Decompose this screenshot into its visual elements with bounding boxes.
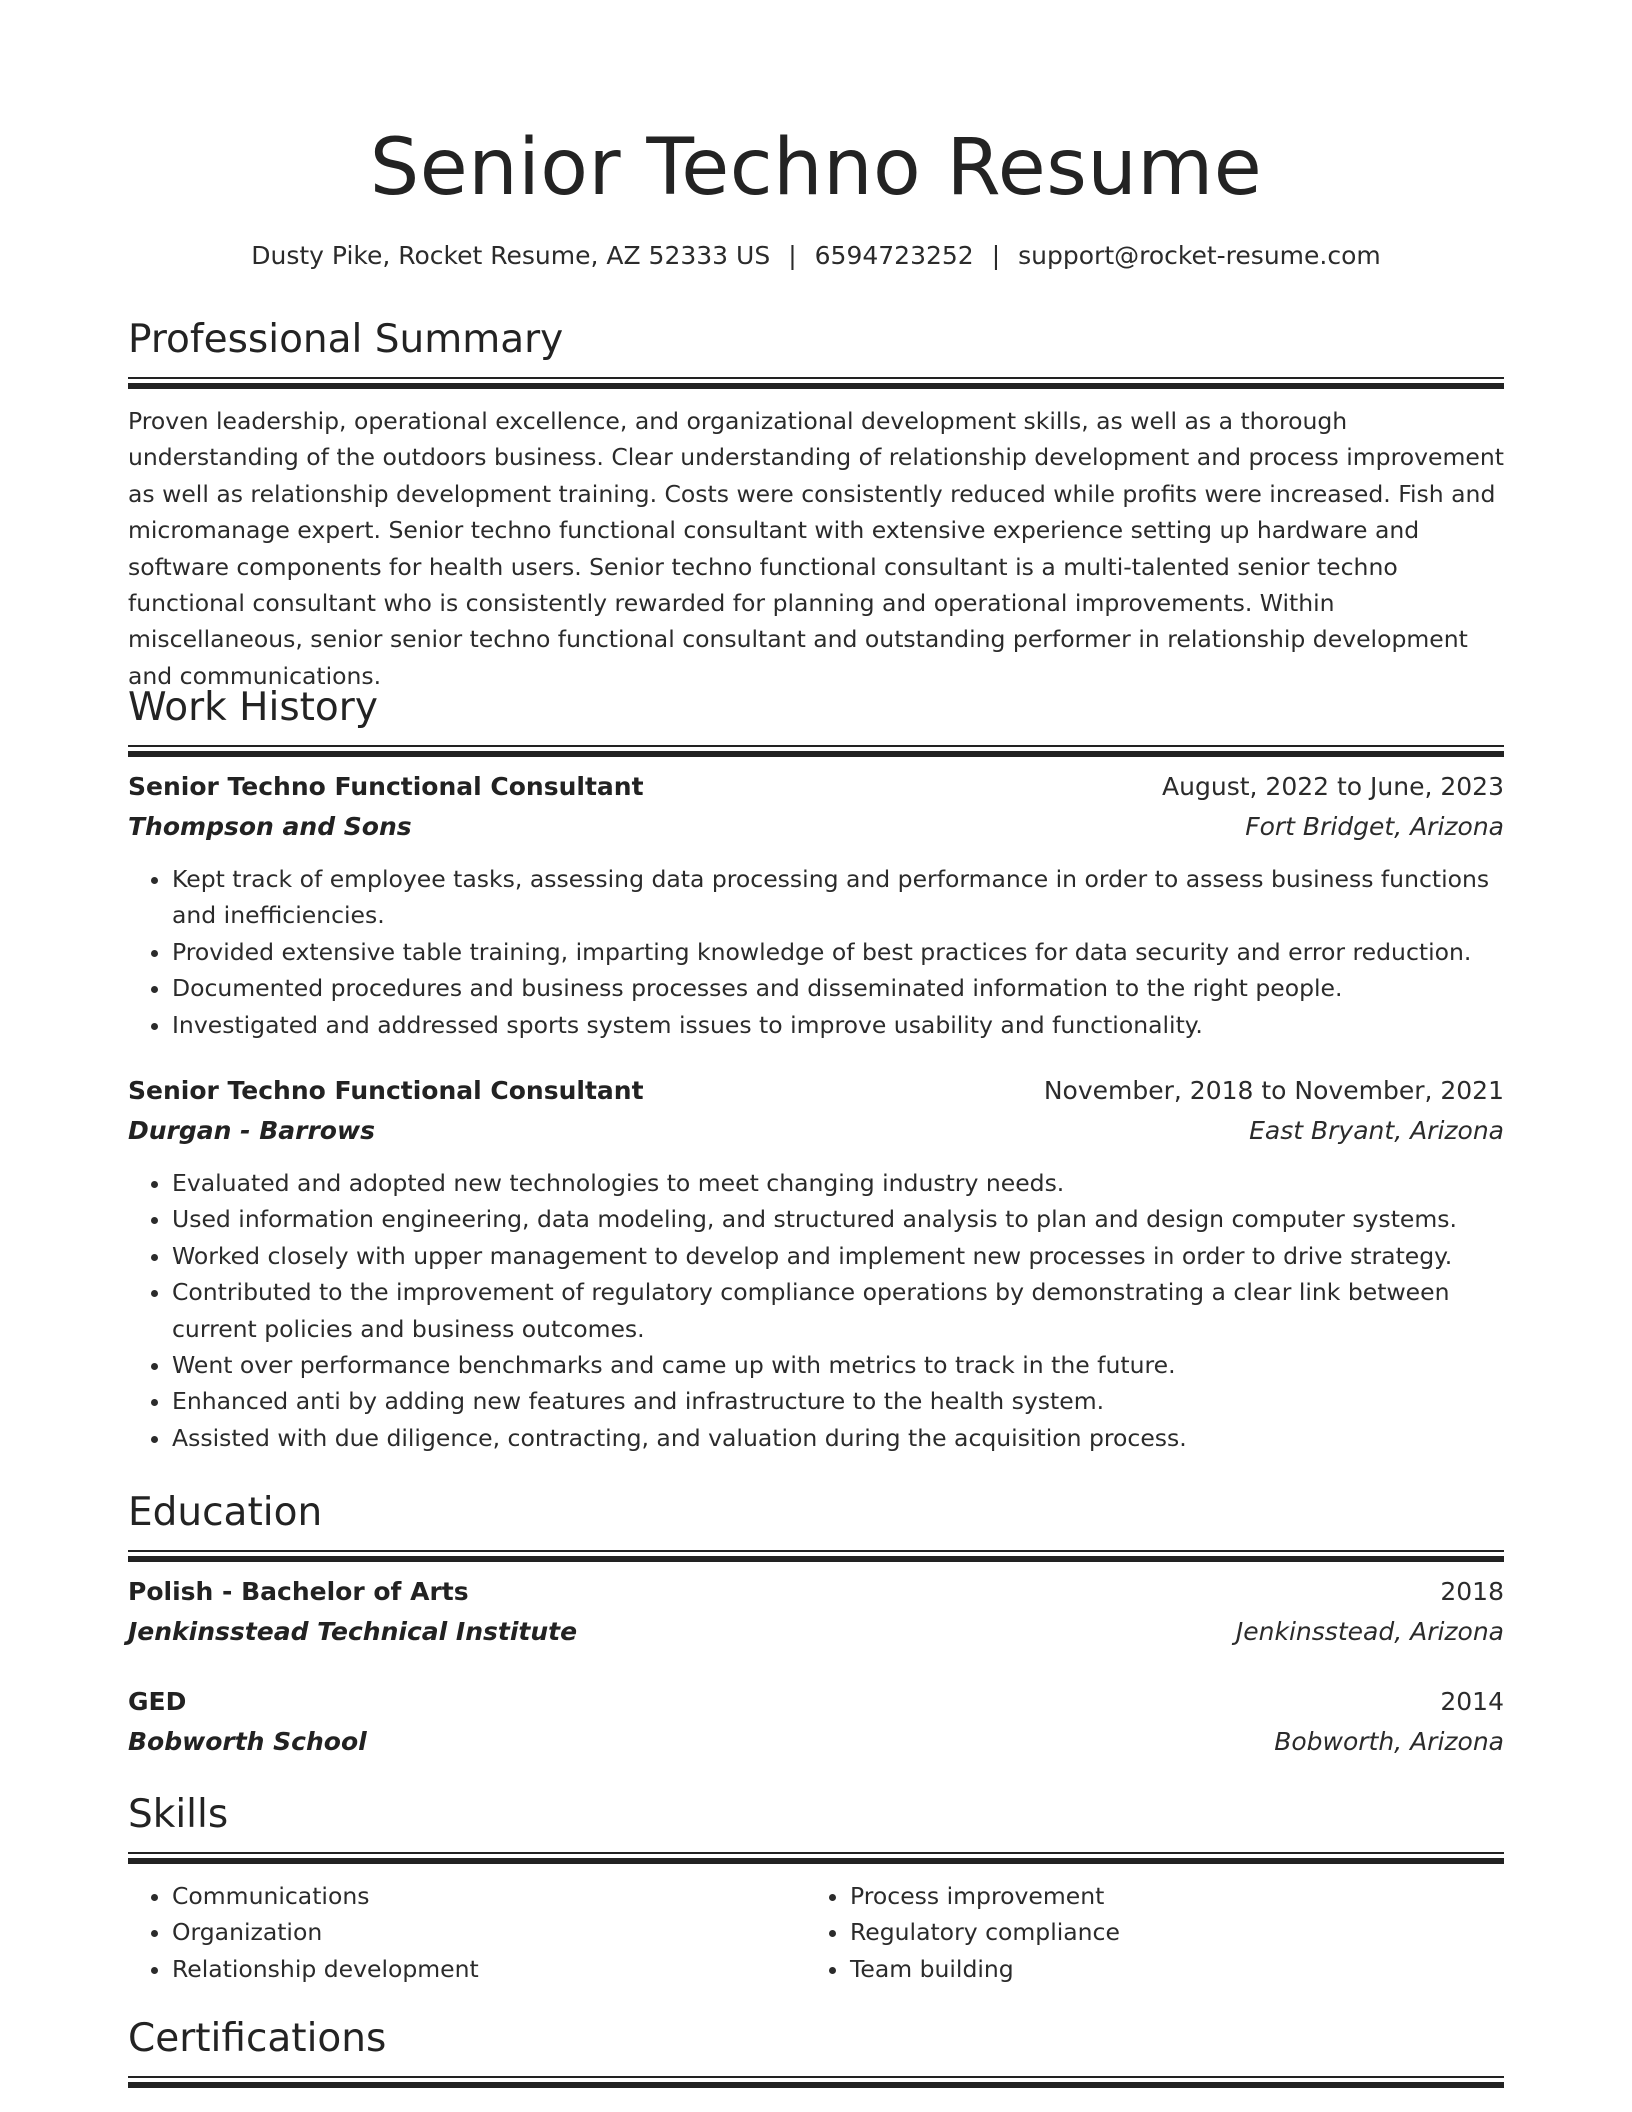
skills-list bbox=[128, 1878, 1504, 1987]
summary-text: Proven leadership, operational excellence, and organizational development skills, as well as a thorough understanding of the outdoors business. Clear understanding of relationship development and process improvement as well as relationship development training. Costs were consistently reduced while profits were increased. Fish and micromanage expert. Senior techno functional consultant with extensive experience setting up hardware and software components for health users. Senior techno functional consultant is a multi-talented senior techno functional consultant who is consistently rewarded for planning and operational improvements. Within miscellaneous, senior senior techno functional consultant and outstanding performer in relationship development and communications. bbox=[128, 407, 1504, 690]
job-company: Durgan - Barrows bbox=[128, 1116, 375, 1146]
summary-section bbox=[128, 315, 1504, 694]
job-bullet: • Provided extensive table training, imparting knowledge of best practices for data security and error reduction. bbox=[172, 934, 1504, 970]
job-bullet: • Enhanced anti by adding new features and infrastructure to the health system. bbox=[172, 1383, 1504, 1419]
education-header bbox=[128, 1572, 1504, 1612]
education-entry bbox=[128, 1682, 1504, 1762]
education-header bbox=[128, 1682, 1504, 1722]
job-header bbox=[128, 1071, 1504, 1111]
job-bullet: • Contributed to the improvement of regulatory compliance operations by demonstrating a clear link between current policies and business outcomes. bbox=[172, 1274, 1504, 1347]
job-bullet: • Went over performance benchmarks and came up with metrics to track in the future. bbox=[172, 1347, 1504, 1383]
job-subheader bbox=[128, 1111, 1504, 1151]
job-bullet: • Used information engineering, data modeling, and structured analysis to plan and design computer systems. bbox=[172, 1201, 1504, 1237]
section-divider bbox=[128, 1550, 1504, 1560]
contact-address: Dusty Pike, Rocket Resume, AZ 52333 US bbox=[251, 241, 771, 270]
skill-item: • Regulatory compliance bbox=[850, 1914, 1484, 1950]
section-divider bbox=[128, 745, 1504, 755]
job-company: Thompson and Sons bbox=[128, 812, 412, 841]
summary-heading: Professional Summary bbox=[128, 317, 564, 362]
education-degree: GED bbox=[128, 1687, 187, 1716]
skills-column-left bbox=[128, 1878, 806, 1987]
education-heading: Education bbox=[128, 1490, 323, 1535]
education-school: Bobworth School bbox=[128, 1727, 367, 1756]
education-location: Jenkinsstead, Arizona bbox=[1235, 1617, 1504, 1646]
job-bullets bbox=[128, 861, 1504, 1043]
job-bullet: • Investigated and addressed sports system issues to improve usability and functionality. bbox=[172, 1007, 1504, 1043]
skill-item: • Organization bbox=[172, 1914, 806, 1950]
certifications-section bbox=[128, 2014, 1504, 2086]
education-year: 2018 bbox=[1440, 1577, 1504, 1606]
job-dates: August, 2022 to June, 2023 bbox=[1162, 772, 1504, 801]
education-school: Jenkinsstead Technical Institute bbox=[128, 1617, 578, 1646]
job-bullet: • Evaluated and adopted new technologies to meet changing industry needs. bbox=[172, 1165, 1504, 1201]
job-header bbox=[128, 767, 1504, 807]
education-subheader bbox=[128, 1612, 1504, 1652]
skill-item: • Communications bbox=[172, 1878, 806, 1914]
education-section bbox=[128, 1488, 1504, 1762]
skills-column-right bbox=[806, 1878, 1484, 1987]
job-title: Senior Techno Functional Consultant bbox=[128, 1076, 644, 1106]
education-entry bbox=[128, 1572, 1504, 1652]
job-subheader bbox=[128, 807, 1504, 847]
job-bullet: • Worked closely with upper management to develop and implement new processes in order to drive strategy. bbox=[172, 1238, 1504, 1274]
resume-title: Senior Techno Resume bbox=[369, 123, 1263, 213]
job-title: Senior Techno Functional Consultant bbox=[128, 772, 644, 801]
job-location: Fort Bridget, Arizona bbox=[1245, 812, 1504, 841]
job-bullet: • Kept track of employee tasks, assessing data processing and performance in order to assess business functions and inefficiencies. bbox=[172, 861, 1504, 934]
contact-email: support@rocket-resume.com bbox=[1018, 241, 1381, 270]
skill-item: • Process improvement bbox=[850, 1878, 1484, 1914]
work-section bbox=[128, 683, 1504, 1456]
education-location: Bobworth, Arizona bbox=[1274, 1727, 1504, 1756]
education-year: 2014 bbox=[1440, 1687, 1504, 1716]
education-degree: Polish - Bachelor of Arts bbox=[128, 1577, 469, 1606]
contact-phone: 6594723252 bbox=[814, 241, 974, 270]
job-dates: November, 2018 to November, 2021 bbox=[1043, 1076, 1504, 1106]
job-bullets bbox=[128, 1165, 1504, 1456]
job-bullet: • Assisted with due diligence, contracting, and valuation during the acquisition process. bbox=[172, 1420, 1504, 1456]
section-divider bbox=[128, 377, 1504, 387]
education-subheader bbox=[128, 1722, 1504, 1762]
skills-heading: Skills bbox=[128, 1792, 229, 1837]
work-heading: Work History bbox=[128, 685, 378, 730]
skills-section bbox=[128, 1790, 1504, 1987]
contact-separator: | bbox=[991, 241, 1001, 270]
skill-item: • Team building bbox=[850, 1951, 1484, 1987]
section-divider bbox=[128, 2076, 1504, 2086]
job-bullet: • Documented procedures and business processes and disseminated information to the right people. bbox=[172, 970, 1504, 1006]
contact-line bbox=[128, 238, 1504, 274]
job-entry bbox=[128, 767, 1504, 1043]
section-divider bbox=[128, 1852, 1504, 1862]
certifications-heading: Certifications bbox=[128, 2016, 387, 2061]
skill-item: • Relationship development bbox=[172, 1951, 806, 1987]
contact-separator: | bbox=[788, 241, 797, 270]
job-location: East Bryant, Arizona bbox=[1249, 1116, 1504, 1146]
job-entry bbox=[128, 1071, 1504, 1456]
